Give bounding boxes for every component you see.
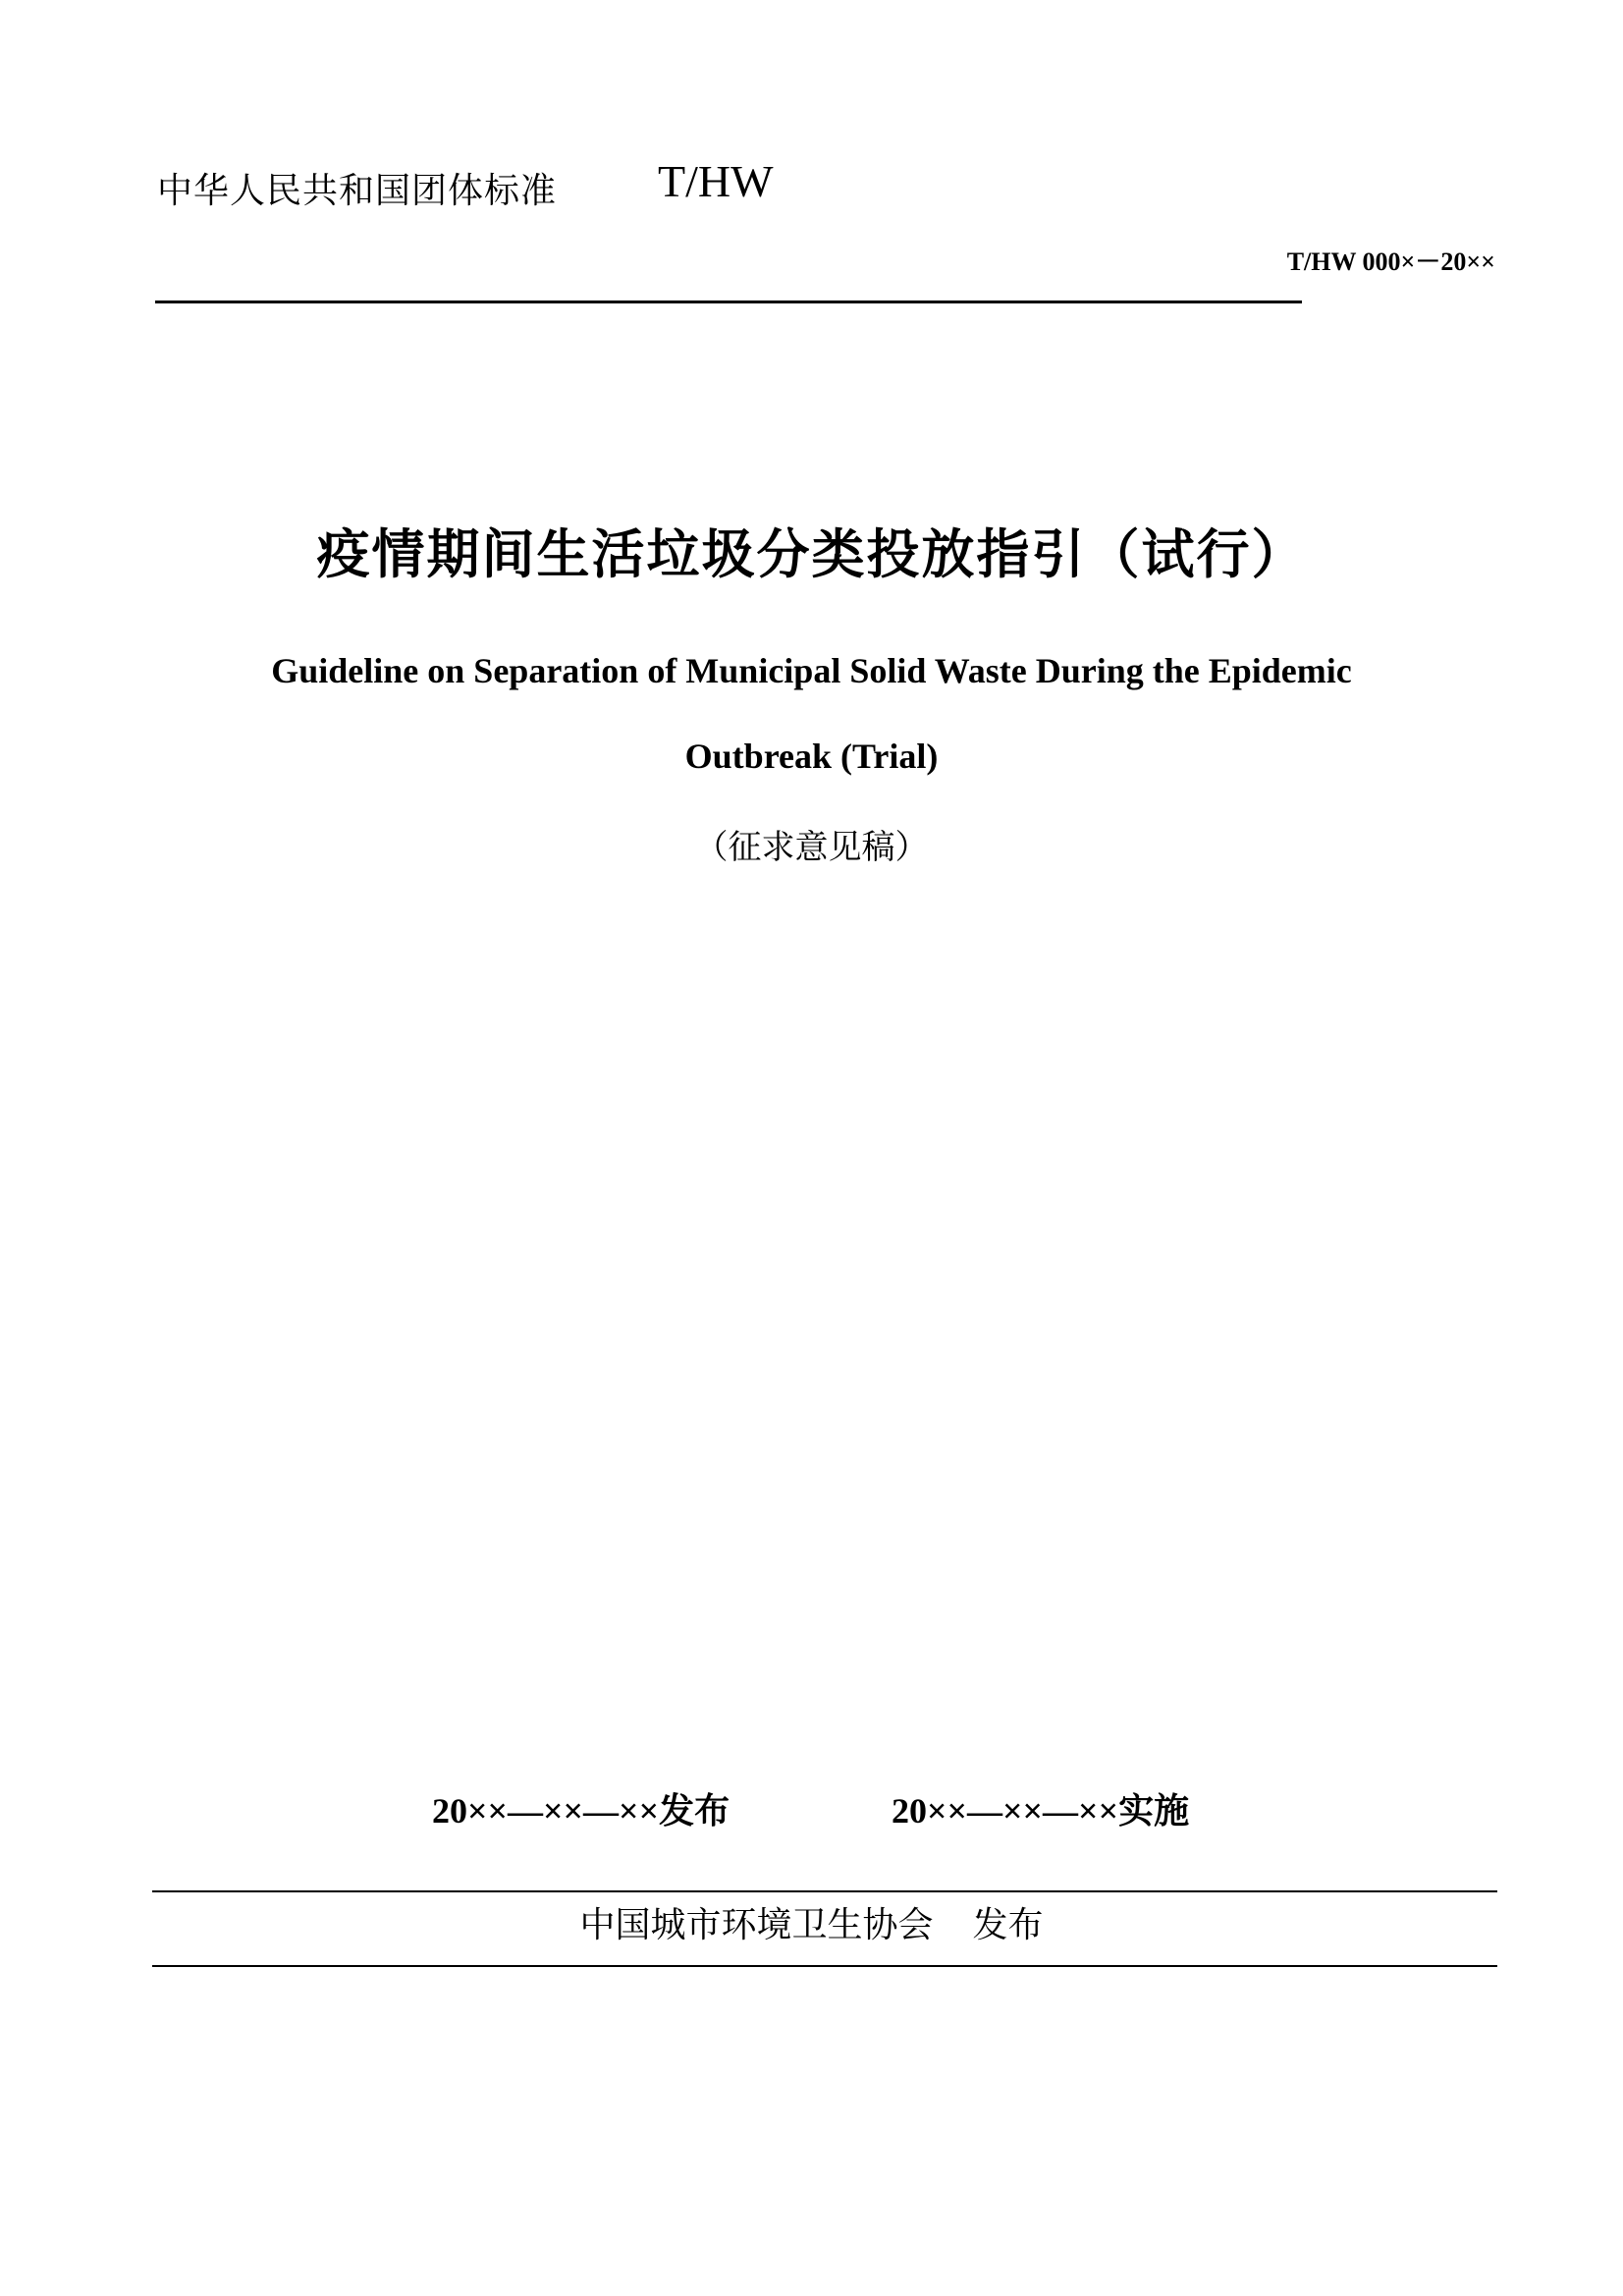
standard-code: T/HW <box>658 156 774 206</box>
standard-number: T/HW 000×－20×× <box>1286 247 1495 276</box>
publisher-name: 中国城市环境卫生协会 <box>579 1905 934 1945</box>
footer-divider-bottom <box>152 1965 1497 1967</box>
publisher-line <box>0 1897 1623 1947</box>
header-divider <box>155 301 1302 303</box>
title-english <box>0 629 1623 799</box>
title-chinese: 疫情期间生活垃圾分类投放指引（试行） <box>316 523 1307 585</box>
draft-note: （征求意见稿） <box>694 828 929 867</box>
title-english-line-1: Guideline on Separation of Municipal Solid Waste During the Epidemic <box>271 651 1352 690</box>
issue-date: 20××—××—××发布 <box>432 1791 730 1831</box>
title-english-line-2: Outbreak (Trial) <box>684 737 939 776</box>
standard-type-label: 中华人民共和国团体标准 <box>157 171 558 211</box>
implementation-date: 20××—××—××实施 <box>892 1791 1190 1831</box>
publish-action: 发布 <box>972 1905 1044 1945</box>
footer-divider-top <box>152 1890 1497 1892</box>
